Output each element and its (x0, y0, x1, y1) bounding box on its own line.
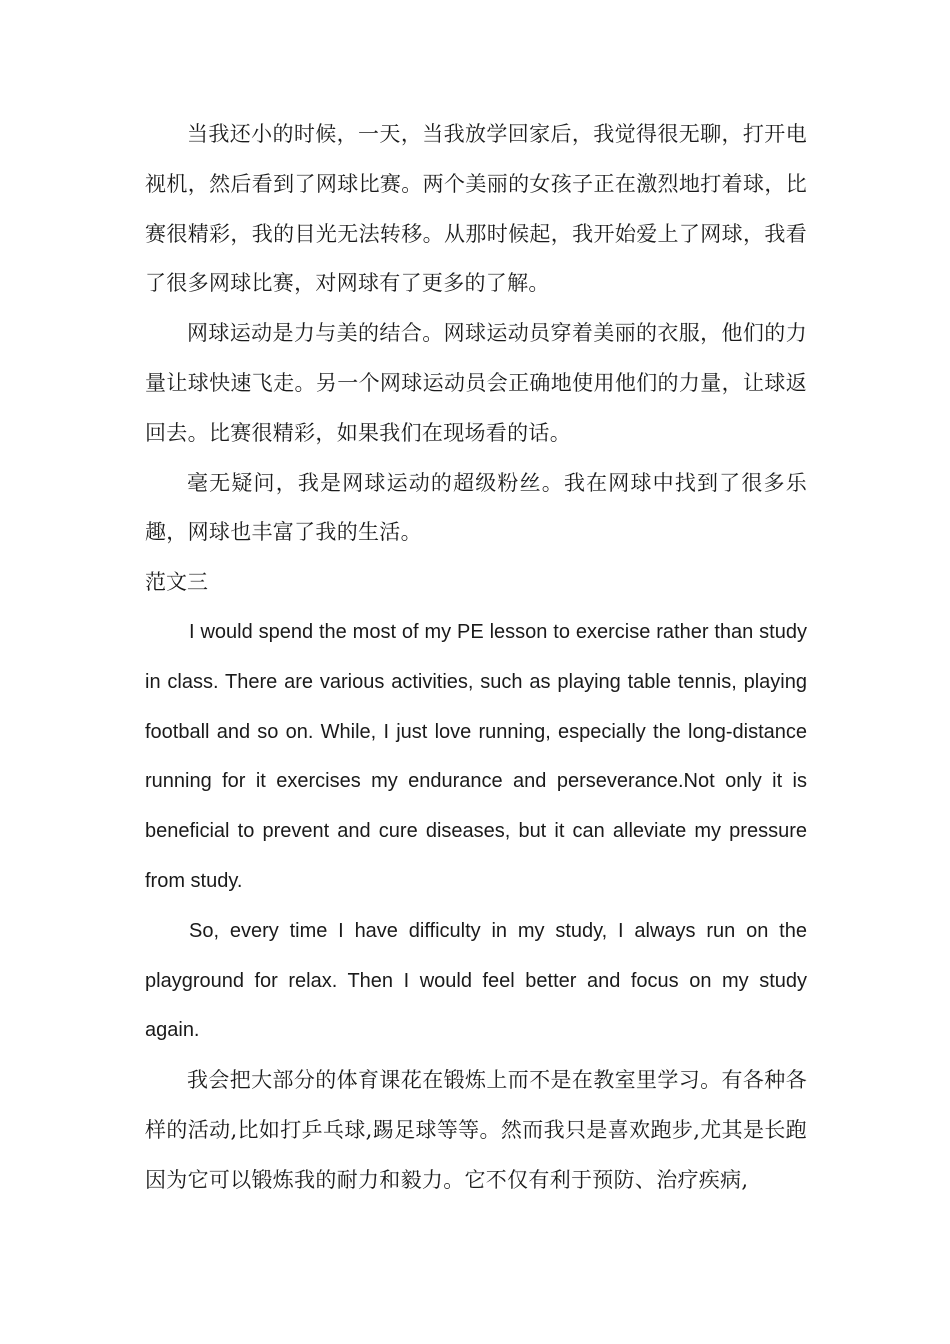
paragraph-chinese-translation: 我会把大部分的体育课花在锻炼上而不是在教室里学习。有各种各样的活动,比如打乒乓球,踢足球等等。然而我只是喜欢跑步,尤其是长跑因为它可以锻炼我的耐力和毅力。它不仅有利于预防、治疗疾病, (145, 1068, 807, 1192)
paragraph-english-pe-lesson: I would spend the most of my PE lesson to exercise rather than study in class. There are various activities, such as playing table tennis, playing football and so on. While, I just love running, especially the long-distance running for it exercises my endurance and perseverance.Not only it is beneficial to prevent and cure diseases, but it can alleviate my pressure from study. (145, 620, 807, 892)
document-page (145, 110, 807, 1206)
section-heading: 范文三 (145, 570, 208, 595)
paragraph-english-running: So, every time I have difficulty in my study, I always run on the playground for relax. Then I would feel better and focus on my study again. (145, 919, 807, 1042)
paragraph-tennis-childhood: 当我还小的时候，一天，当我放学回家后，我觉得很无聊，打开电视机，然后看到了网球比赛。两个美丽的女孩子正在激烈地打着球，比赛很精彩，我的目光无法转移。从那时候起，我开始爱上了网球，我看了很多网球比赛，对网球有了更多的了解。 (145, 122, 807, 296)
paragraph-tennis-power-beauty: 网球运动是力与美的结合。网球运动员穿着美丽的衣服，他们的力量让球快速飞走。另一个网球运动员会正确地使用他们的力量，让球返回去。比赛很精彩，如果我们在现场看的话。 (145, 321, 807, 445)
paragraph-tennis-fan: 毫无疑问，我是网球运动的超级粉丝。我在网球中找到了很多乐趣，网球也丰富了我的生活。 (145, 470, 807, 545)
